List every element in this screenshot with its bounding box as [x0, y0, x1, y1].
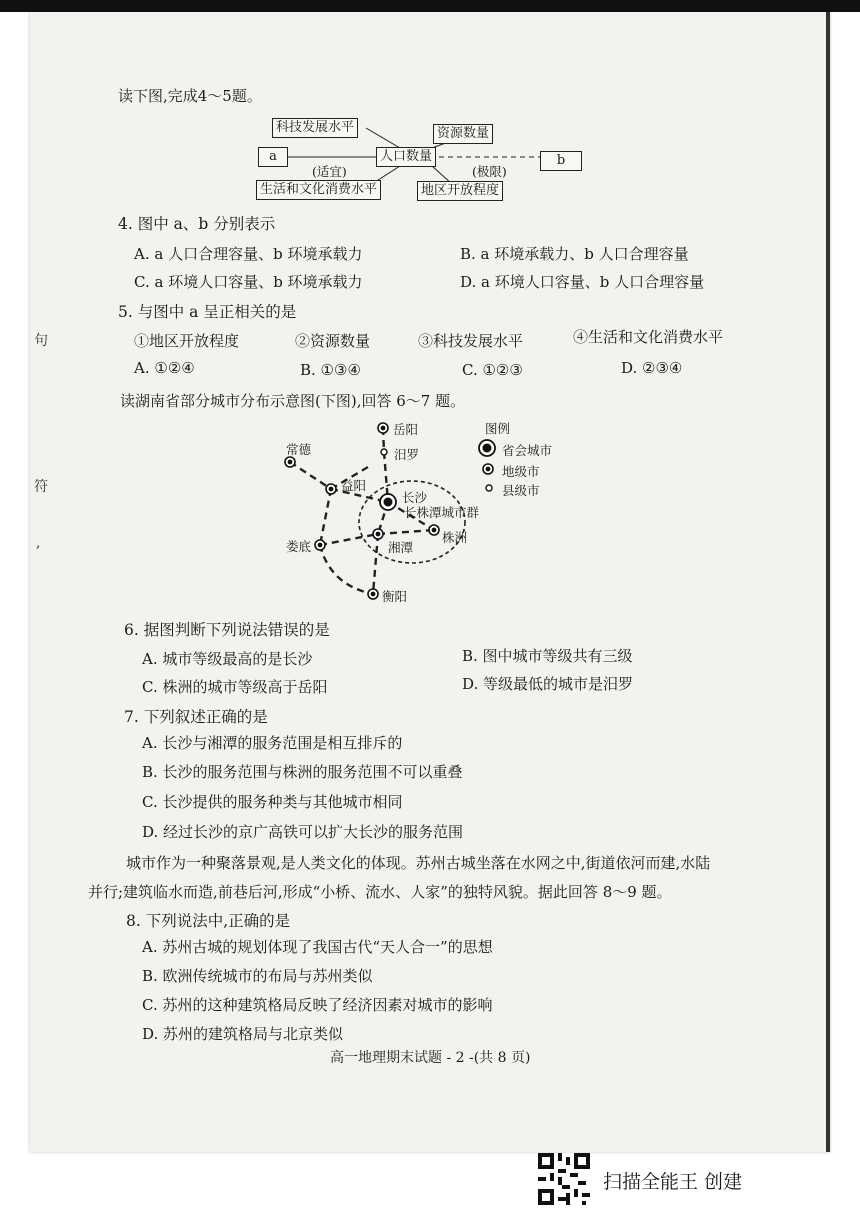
q4-option-c: C. a 环境人口容量、b 环境承载力	[134, 273, 363, 291]
intro-q6-7: 读湖南省部分城市分布示意图(下图),回答 6～7 题。	[120, 392, 466, 410]
passage-line-2: 并行;建筑临水而造,前巷后河,形成“小桥、流水、人家”的独特风貌。据此回答 8～9 题。	[88, 883, 672, 901]
q5-option-d: D. ②③④	[621, 359, 683, 377]
legend-markers	[479, 440, 495, 491]
intro-q4-5: 读下图,完成4～5题。	[118, 87, 262, 105]
q4-option-a: A. a 人口合理容量、b 环境承载力	[134, 245, 363, 263]
q5-choice-4: ④生活和文化消费水平	[573, 328, 724, 346]
margin-char: 符	[34, 479, 48, 495]
city-loudi: 娄底	[286, 539, 312, 554]
camscanner-brand: 扫描全能王 创建	[603, 1171, 743, 1193]
q8-option-b: B. 欧洲传统城市的布局与苏州类似	[142, 967, 373, 985]
city-yiyang: 益阳	[341, 478, 367, 493]
q6-stem: 6. 据图判断下列说法错误的是	[124, 621, 330, 639]
cluster-label: 长株潭城市群	[404, 505, 480, 520]
population-box: 人口数量	[376, 147, 436, 167]
q8-option-c: C. 苏州的这种建筑格局反映了经济因素对城市的影响	[142, 996, 493, 1014]
q6-option-b: B. 图中城市等级共有三级	[462, 647, 633, 665]
q6-option-a: A. 城市等级最高的是长沙	[142, 650, 313, 668]
q5-option-a: A. ①②④	[134, 359, 195, 377]
q4-option-d: D. a 环境人口容量、b 人口合理容量	[460, 273, 705, 291]
a-box: a	[258, 147, 288, 167]
city-changde: 常德	[286, 442, 312, 457]
legend-title: 图例	[485, 421, 511, 436]
q7-option-c: C. 长沙提供的服务种类与其他城市相同	[142, 793, 403, 811]
legend-provincial: 省会城市	[502, 443, 553, 458]
q7-stem: 7. 下列叙述正确的是	[124, 708, 268, 726]
resources-box: 资源数量	[433, 124, 493, 144]
q6-option-d: D. 等级最低的城市是汨罗	[462, 675, 634, 693]
q4-option-b: B. a 环境承载力、b 人口合理容量	[460, 245, 689, 263]
consumption-box: 生活和文化消费水平	[256, 180, 381, 200]
legend-prefecture: 地级市	[502, 464, 540, 479]
tech-level-box: 科技发展水平	[272, 118, 358, 138]
q8-stem: 8. 下列说法中,正确的是	[126, 912, 291, 930]
q8-option-d: D. 苏州的建筑格局与北京类似	[142, 1025, 344, 1043]
q5-option-b: B. ①③④	[300, 361, 361, 379]
city-changsha: 长沙	[402, 490, 428, 505]
legend-county: 县级市	[502, 483, 540, 498]
city-yueyang: 岳阳	[393, 422, 419, 437]
q7-option-b: B. 长沙的服务范围与株洲的服务范围不可以重叠	[142, 763, 463, 781]
passage-line-1: 城市作为一种聚落景观,是人类文化的体现。苏州古城坐落在水网之中,街道依河而建,水陆	[126, 854, 711, 872]
q5-option-c: C. ①②③	[462, 361, 523, 379]
q6-option-c: C. 株洲的城市等级高于岳阳	[142, 678, 328, 696]
qr-code-icon	[538, 1153, 590, 1205]
q7-option-d: D. 经过长沙的京广高铁可以扩大长沙的服务范围	[142, 823, 464, 841]
b-box: b	[540, 151, 582, 171]
q5-stem: 5. 与图中 a 呈正相关的是	[118, 303, 297, 321]
city-xiangtan: 湘潭	[388, 540, 414, 555]
q5-choice-1: ①地区开放程度	[134, 332, 240, 350]
openness-box: 地区开放程度	[417, 181, 503, 201]
q5-choice-3: ③科技发展水平	[418, 332, 524, 350]
limit-label: (极限)	[472, 164, 507, 179]
city-zhuzhou: 株洲	[442, 530, 468, 545]
margin-char: ,	[36, 535, 41, 551]
q5-choice-2: ②资源数量	[295, 332, 371, 350]
margin-char: 句	[34, 333, 48, 349]
q8-option-a: A. 苏州古城的规划体现了我国古代“天人合一”的思想	[142, 938, 493, 956]
city-hengyang: 衡阳	[382, 589, 408, 604]
city-miluo: 汨罗	[394, 447, 420, 462]
q7-option-a: A. 长沙与湘潭的服务范围是相互排斥的	[142, 734, 403, 752]
suitable-label: (适宜)	[312, 164, 347, 179]
page-footer: 高一地理期末试题 - 2 -(共 8 页)	[330, 1050, 531, 1066]
q4-stem: 4. 图中 a、b 分别表示	[118, 215, 276, 233]
